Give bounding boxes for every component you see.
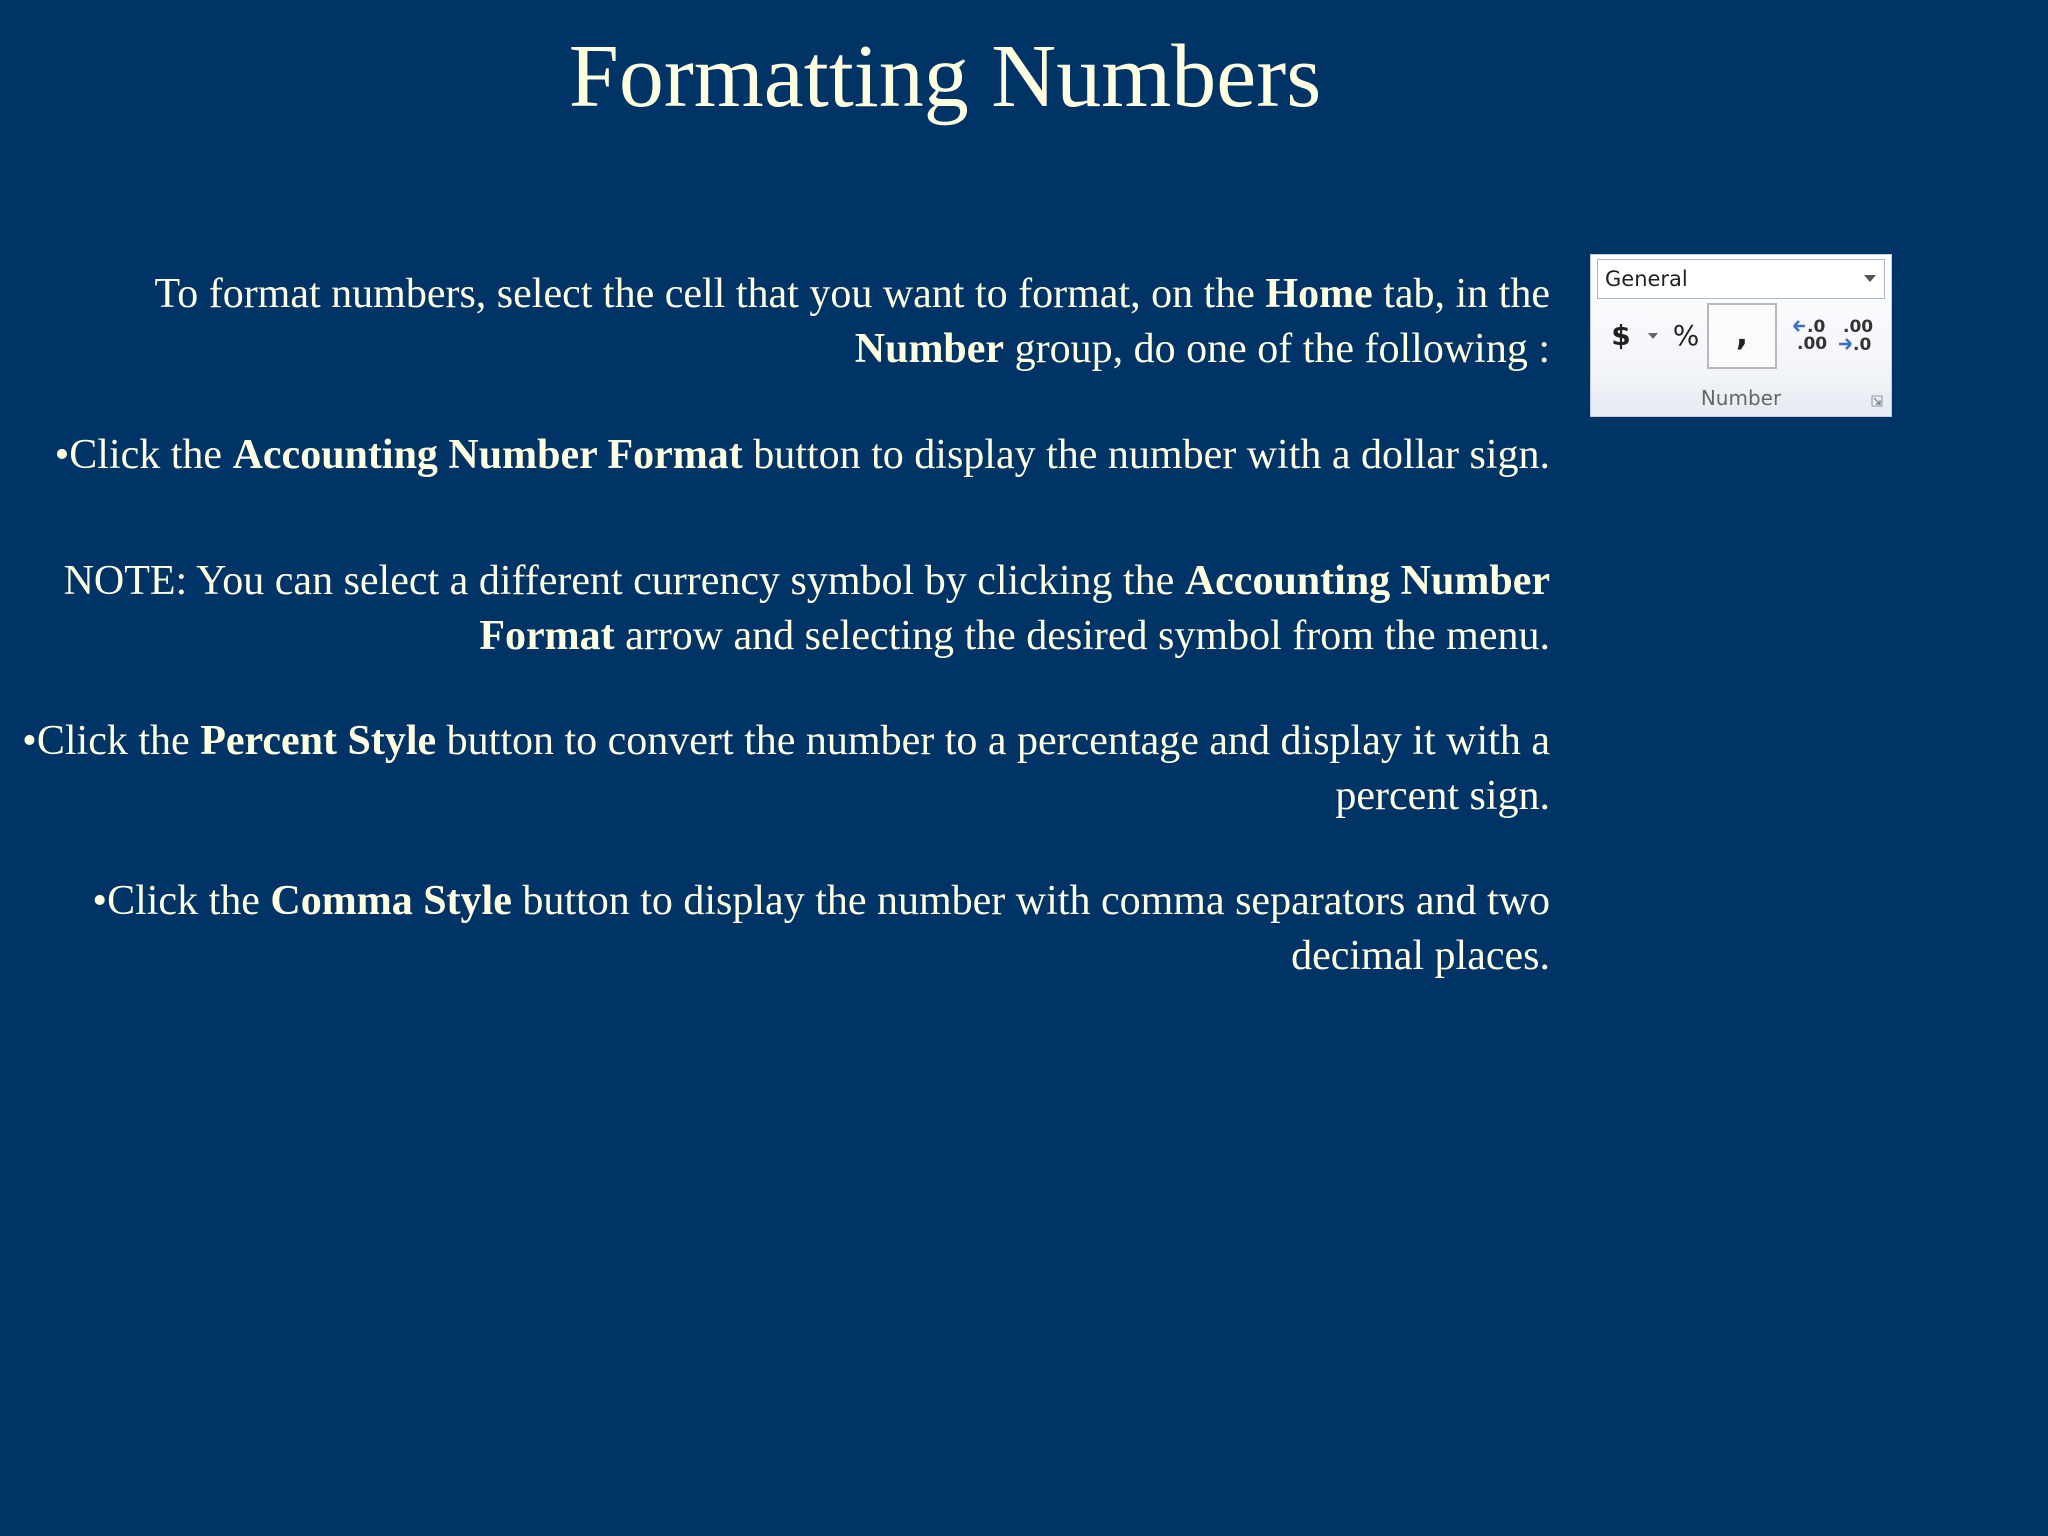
percent-style-button[interactable] bbox=[1669, 303, 1703, 369]
intro-text: tab, in the bbox=[1372, 271, 1550, 317]
dialog-launcher-icon[interactable] bbox=[1871, 395, 1883, 407]
comma-style-term: Comma Style bbox=[270, 878, 512, 924]
comma-style-button[interactable] bbox=[1707, 303, 1777, 369]
bullet-text: •Click the bbox=[22, 718, 201, 764]
bullet-text: button to convert the number to a percentage and display it with a percent sign. bbox=[436, 718, 1550, 819]
slide-title: Formatting Numbers bbox=[568, 27, 1322, 126]
intro-text: To format numbers, select the cell that you want to format, on the bbox=[154, 271, 1266, 317]
group-label: Number bbox=[1700, 386, 1782, 410]
bullet-text: •Click the bbox=[54, 432, 233, 478]
increase-decimal-button[interactable] bbox=[1791, 303, 1833, 369]
increase-decimal-icon bbox=[1791, 303, 1833, 369]
accounting-term: Accounting Number Format bbox=[232, 432, 743, 478]
intro-text: group, do one of the following : bbox=[1004, 326, 1550, 372]
decrease-decimal-bottom-text: .0 bbox=[1853, 335, 1872, 355]
ribbon-number-group bbox=[1590, 254, 1892, 417]
increase-decimal-bottom-text: .00 bbox=[1797, 334, 1828, 354]
number-format-dropdown[interactable] bbox=[1597, 259, 1885, 299]
increase-decimal-top-text: .0 bbox=[1807, 317, 1826, 337]
note-text: arrow and selecting the desired symbol from the menu. bbox=[614, 613, 1550, 659]
accounting-number-format-button[interactable] bbox=[1601, 303, 1641, 369]
comma-bullet bbox=[20, 874, 1550, 984]
intro-paragraph bbox=[20, 267, 1550, 377]
percent-icon: % bbox=[1672, 319, 1700, 352]
decrease-decimal-icon bbox=[1837, 303, 1879, 369]
bullet-text: •Click the bbox=[92, 878, 271, 924]
comma-icon: , bbox=[1735, 315, 1749, 353]
number-group-term: Number bbox=[854, 326, 1005, 372]
accounting-bullet bbox=[20, 428, 1550, 483]
percent-style-term: Percent Style bbox=[200, 718, 437, 764]
percent-bullet bbox=[20, 714, 1550, 824]
chevron-down-icon bbox=[1864, 275, 1876, 282]
home-tab-term: Home bbox=[1265, 271, 1373, 317]
decrease-decimal-button[interactable] bbox=[1837, 303, 1879, 369]
note-text: NOTE: You can select a different currency symbol by clicking the bbox=[63, 558, 1185, 604]
accounting-format-arrow-button[interactable] bbox=[1643, 303, 1663, 369]
bullet-text: button to display the number with comma separators and two decimal places. bbox=[511, 878, 1550, 979]
number-format-value: General bbox=[1605, 267, 1688, 291]
dollar-icon: $ bbox=[1611, 319, 1631, 352]
decrease-decimal-top-text: .00 bbox=[1843, 317, 1874, 337]
currency-note bbox=[20, 554, 1550, 664]
chevron-down-icon bbox=[1648, 333, 1658, 339]
bullet-text: button to display the number with a dollar sign. bbox=[742, 432, 1550, 478]
accounting-term: Accounting Number Format bbox=[479, 558, 1550, 659]
